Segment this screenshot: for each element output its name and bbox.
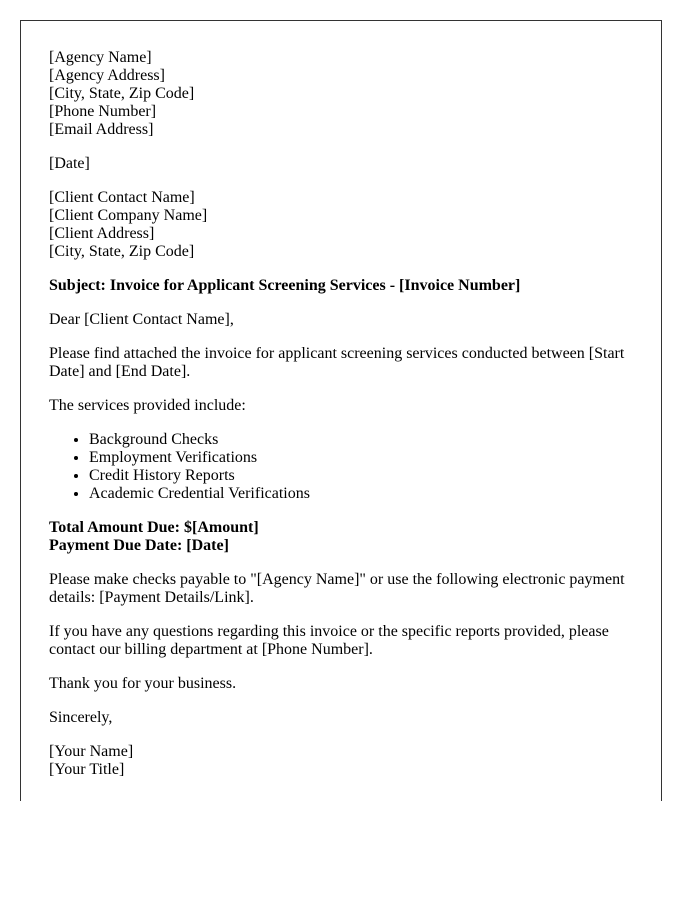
total-amount-due: Total Amount Due: $[Amount]: [49, 519, 259, 536]
recipient-company: [Client Company Name]: [49, 207, 208, 224]
letter-page: [20, 20, 662, 801]
sender-address: [Agency Address]: [49, 67, 165, 84]
list-item: • Credit History Reports: [89, 467, 633, 485]
services-list: [49, 431, 633, 503]
recipient-city: [City, State, Zip Code]: [49, 243, 195, 260]
payment-info: Please make checks payable to "[Agency Name]" or use the following electronic payment details: [Payment Details/Link].: [49, 571, 625, 606]
recipient-address: [Client Address]: [49, 225, 155, 242]
subject-line: Subject: Invoice for Applicant Screening Services - [Invoice Number]: [49, 277, 521, 294]
sender-email: [Email Address]: [49, 121, 154, 138]
amount-block: [49, 519, 633, 555]
recipient-block: [49, 189, 633, 261]
signature-title: [Your Title]: [49, 761, 125, 778]
payment-due-date: Payment Due Date: [Date]: [49, 537, 229, 554]
list-item: • Employment Verifications: [89, 449, 633, 467]
sender-name: [Agency Name]: [49, 49, 152, 66]
list-item: • Background Checks: [89, 431, 633, 449]
services-intro: The services provided include:: [49, 397, 246, 414]
recipient-contact: [Client Contact Name]: [49, 189, 195, 206]
signature-name: [Your Name]: [49, 743, 134, 760]
letter-date: [Date]: [49, 155, 90, 172]
sender-city: [City, State, Zip Code]: [49, 85, 195, 102]
questions-paragraph: If you have any questions regarding this invoice or the specific reports provided, please contact our billing department at [Phone Number].: [49, 623, 609, 658]
closing: Sincerely,: [49, 709, 113, 726]
salutation: Dear [Client Contact Name],: [49, 311, 234, 328]
signature-block: [49, 743, 633, 779]
sender-phone: [Phone Number]: [49, 103, 157, 120]
thanks: Thank you for your business.: [49, 675, 237, 692]
list-item: • Academic Credential Verifications: [89, 485, 633, 503]
intro-paragraph: Please find attached the invoice for applicant screening services conducted between [Start Date] and [End Date].: [49, 345, 625, 380]
sender-block: [49, 49, 633, 139]
